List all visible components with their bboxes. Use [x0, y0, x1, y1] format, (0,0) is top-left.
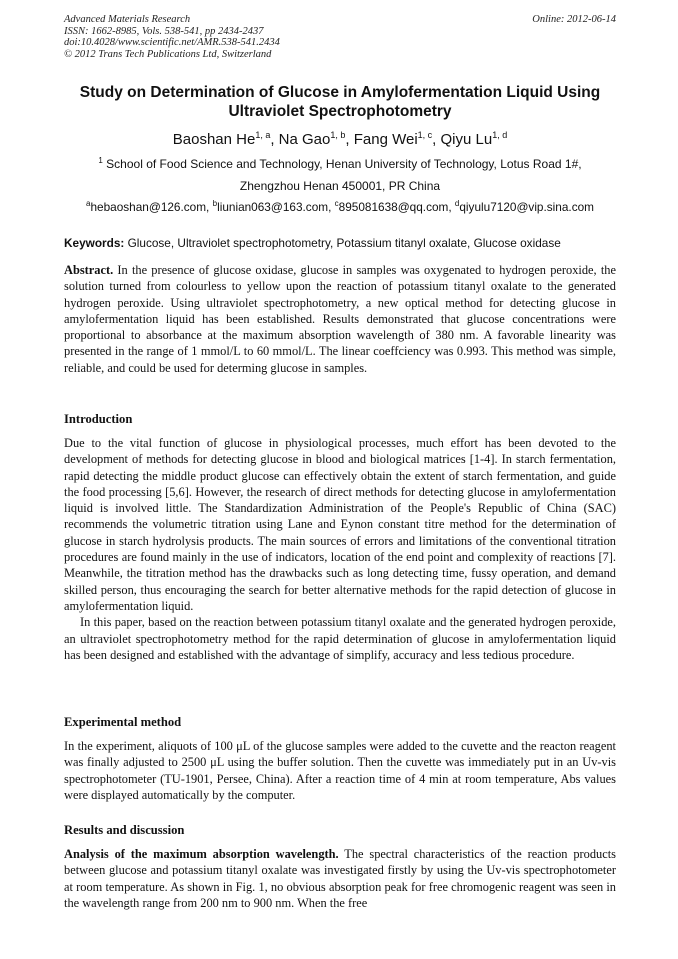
experimental-section [64, 738, 616, 803]
author-1: Baoshan He$^{1, a}$, [172, 130, 279, 148]
email-3: 895081638@qq.com, [338, 200, 455, 214]
abstract [64, 262, 616, 376]
experimental-heading: Experimental method [64, 715, 182, 729]
author-3: Fang Wei$^{1, c}$, [353, 130, 441, 148]
copyright-line: © 2012 Trans Tech Publications Ltd, Switzerland [64, 48, 272, 60]
results-paragraph: The spectral characteristics of the reaction products between glucose and potassium titanyl oxalate was investigated firstly by using the Uv-vis spectrophotometer at room temperature. As shown in Fig. 1, no obvious absorption peak for free chromogenic reagent was seen in the wavelength range from 200 nm to 900 nm. When the free [64, 847, 617, 910]
introduction-paragraph-2: In this paper, based on the reaction between potassium titanyl oxalate and the generated hydrogen peroxide, an ultraviolet spectrophotometry method for the rapid determination of glucose in amylofermentation liquid has been designed and established with the advantage of simplify, accuracy and less tedious procedure. [64, 615, 616, 662]
journal-metadata [64, 14, 616, 60]
experimental-paragraph: In the experiment, aliquots of 100 μL of the glucose samples were added to the cuvette and the reacton reagent was finally adjusted to 2500 μL using the buffer solution. Then the cuvette was immediately put in an Uv-vis spectrophotometer (TU-1901, Persee, China). After a reaction time of 4 min at room temperature, Abs values were displayed automatically by the computer. [64, 739, 616, 802]
keywords [64, 235, 624, 251]
email-2: liunian063@163.com, [217, 200, 335, 214]
issn-line: ISSN: 1662-8985, Vols. 538-541, pp 2434-2437 [64, 25, 264, 37]
introduction-paragraph-1: Due to the vital function of glucose in physiological processes, much effort has been devoted to the development of methods for detecting glucose in blood and biological matrices [1-4]. In starch fermentation, rapid detecting the middle product glucose can effectively obtain the extent of starch fermentation, and guide the food processing [5,6]. However, the research of direct methods for detecting glucose in amylofermentation liquid is involved little. The Standardization Administration of the People's Republic of China (SAC) recommends the volumetric titration using Lane and Eynon constant titre method for the determination of glucose in starch hydrolysis products. The main sources of errors and limitations of the conventional titration procedures are found mainly in the use of indicators, location of the end point and complexity of reactions [7]. Meanwhile, the titration method has the drawbacks such as long detecting time, fussy operation, and demand skilled person, thus encouraging the search for better alternative methods for the rapid detection of glucose in amylofermentation liquid. [64, 436, 616, 613]
results-section [64, 846, 616, 911]
author-list [64, 130, 616, 150]
doi-line: doi:10.4028/www.scientific.net/AMR.538-541.2434 [64, 37, 280, 48]
online-date: Online: 2012-06-14 [532, 14, 616, 25]
author-emails: $^a$hebaoshan@126.com, $^b$liunian063@163.com, $^c$895081638@qq.com, $^d$qiyulu7120@vip.sina.com [86, 199, 594, 214]
results-subheading: Analysis of the maximum absorption wavelength. [64, 847, 339, 861]
abstract-label: Abstract. [64, 263, 114, 277]
author-2: Na Gao$^{1, b}$, [278, 130, 354, 148]
affiliation: $^1$ School of Food Science and Technology, Henan University of Technology, Lotus Road 1#, Zhengzhou Henan 450001, PR China [64, 153, 616, 197]
email-1: hebaoshan@126.com, [90, 200, 213, 214]
abstract-text: In the presence of glucose oxidase, glucose in samples was oxygenated to hydrogen peroxide, the solution turned from colourless to yellow upon the reaction of potassium titanyl oxalate to the generated hydrogen peroxide. Using ultraviolet spectrophotometry, a new optical method for detecting glucose in amylofermentation liquid has been established. Results demonstrated that glucose concentrations were proportional to absorbance at the maximum absorption wavelength of 380 nm. A favorable linearity was presented in the range of 1 mmol/L to 60 mmol/L. The linear coeffciency was 0.993. This method was simple, reliable, and could be used for determing glucose in samples. [64, 263, 616, 375]
affiliation-line-2: Zhengzhou Henan 450001, PR China [239, 179, 441, 193]
introduction-section [64, 435, 616, 663]
email-4: qiyulu7120@vip.sina.com [459, 200, 594, 214]
keywords-label: Keywords: [64, 236, 125, 250]
journal-name: Advanced Materials Research [64, 14, 191, 25]
paper-title: Study on Determination of Glucose in Amylofermentation Liquid Using Ultraviolet Spectrophotometry [79, 84, 601, 120]
introduction-heading: Introduction [64, 412, 133, 426]
affiliation-line-1: School of Food Science and Technology, Henan University of Technology, Lotus Road 1#, [102, 157, 582, 171]
author-4: Qiyu Lu$^{1, d}$ [440, 130, 508, 148]
keywords-text: Glucose, Ultraviolet spectrophotometry, Potassium titanyl oxalate, Glucose oxidase [124, 236, 561, 250]
results-heading: Results and discussion [64, 823, 185, 837]
